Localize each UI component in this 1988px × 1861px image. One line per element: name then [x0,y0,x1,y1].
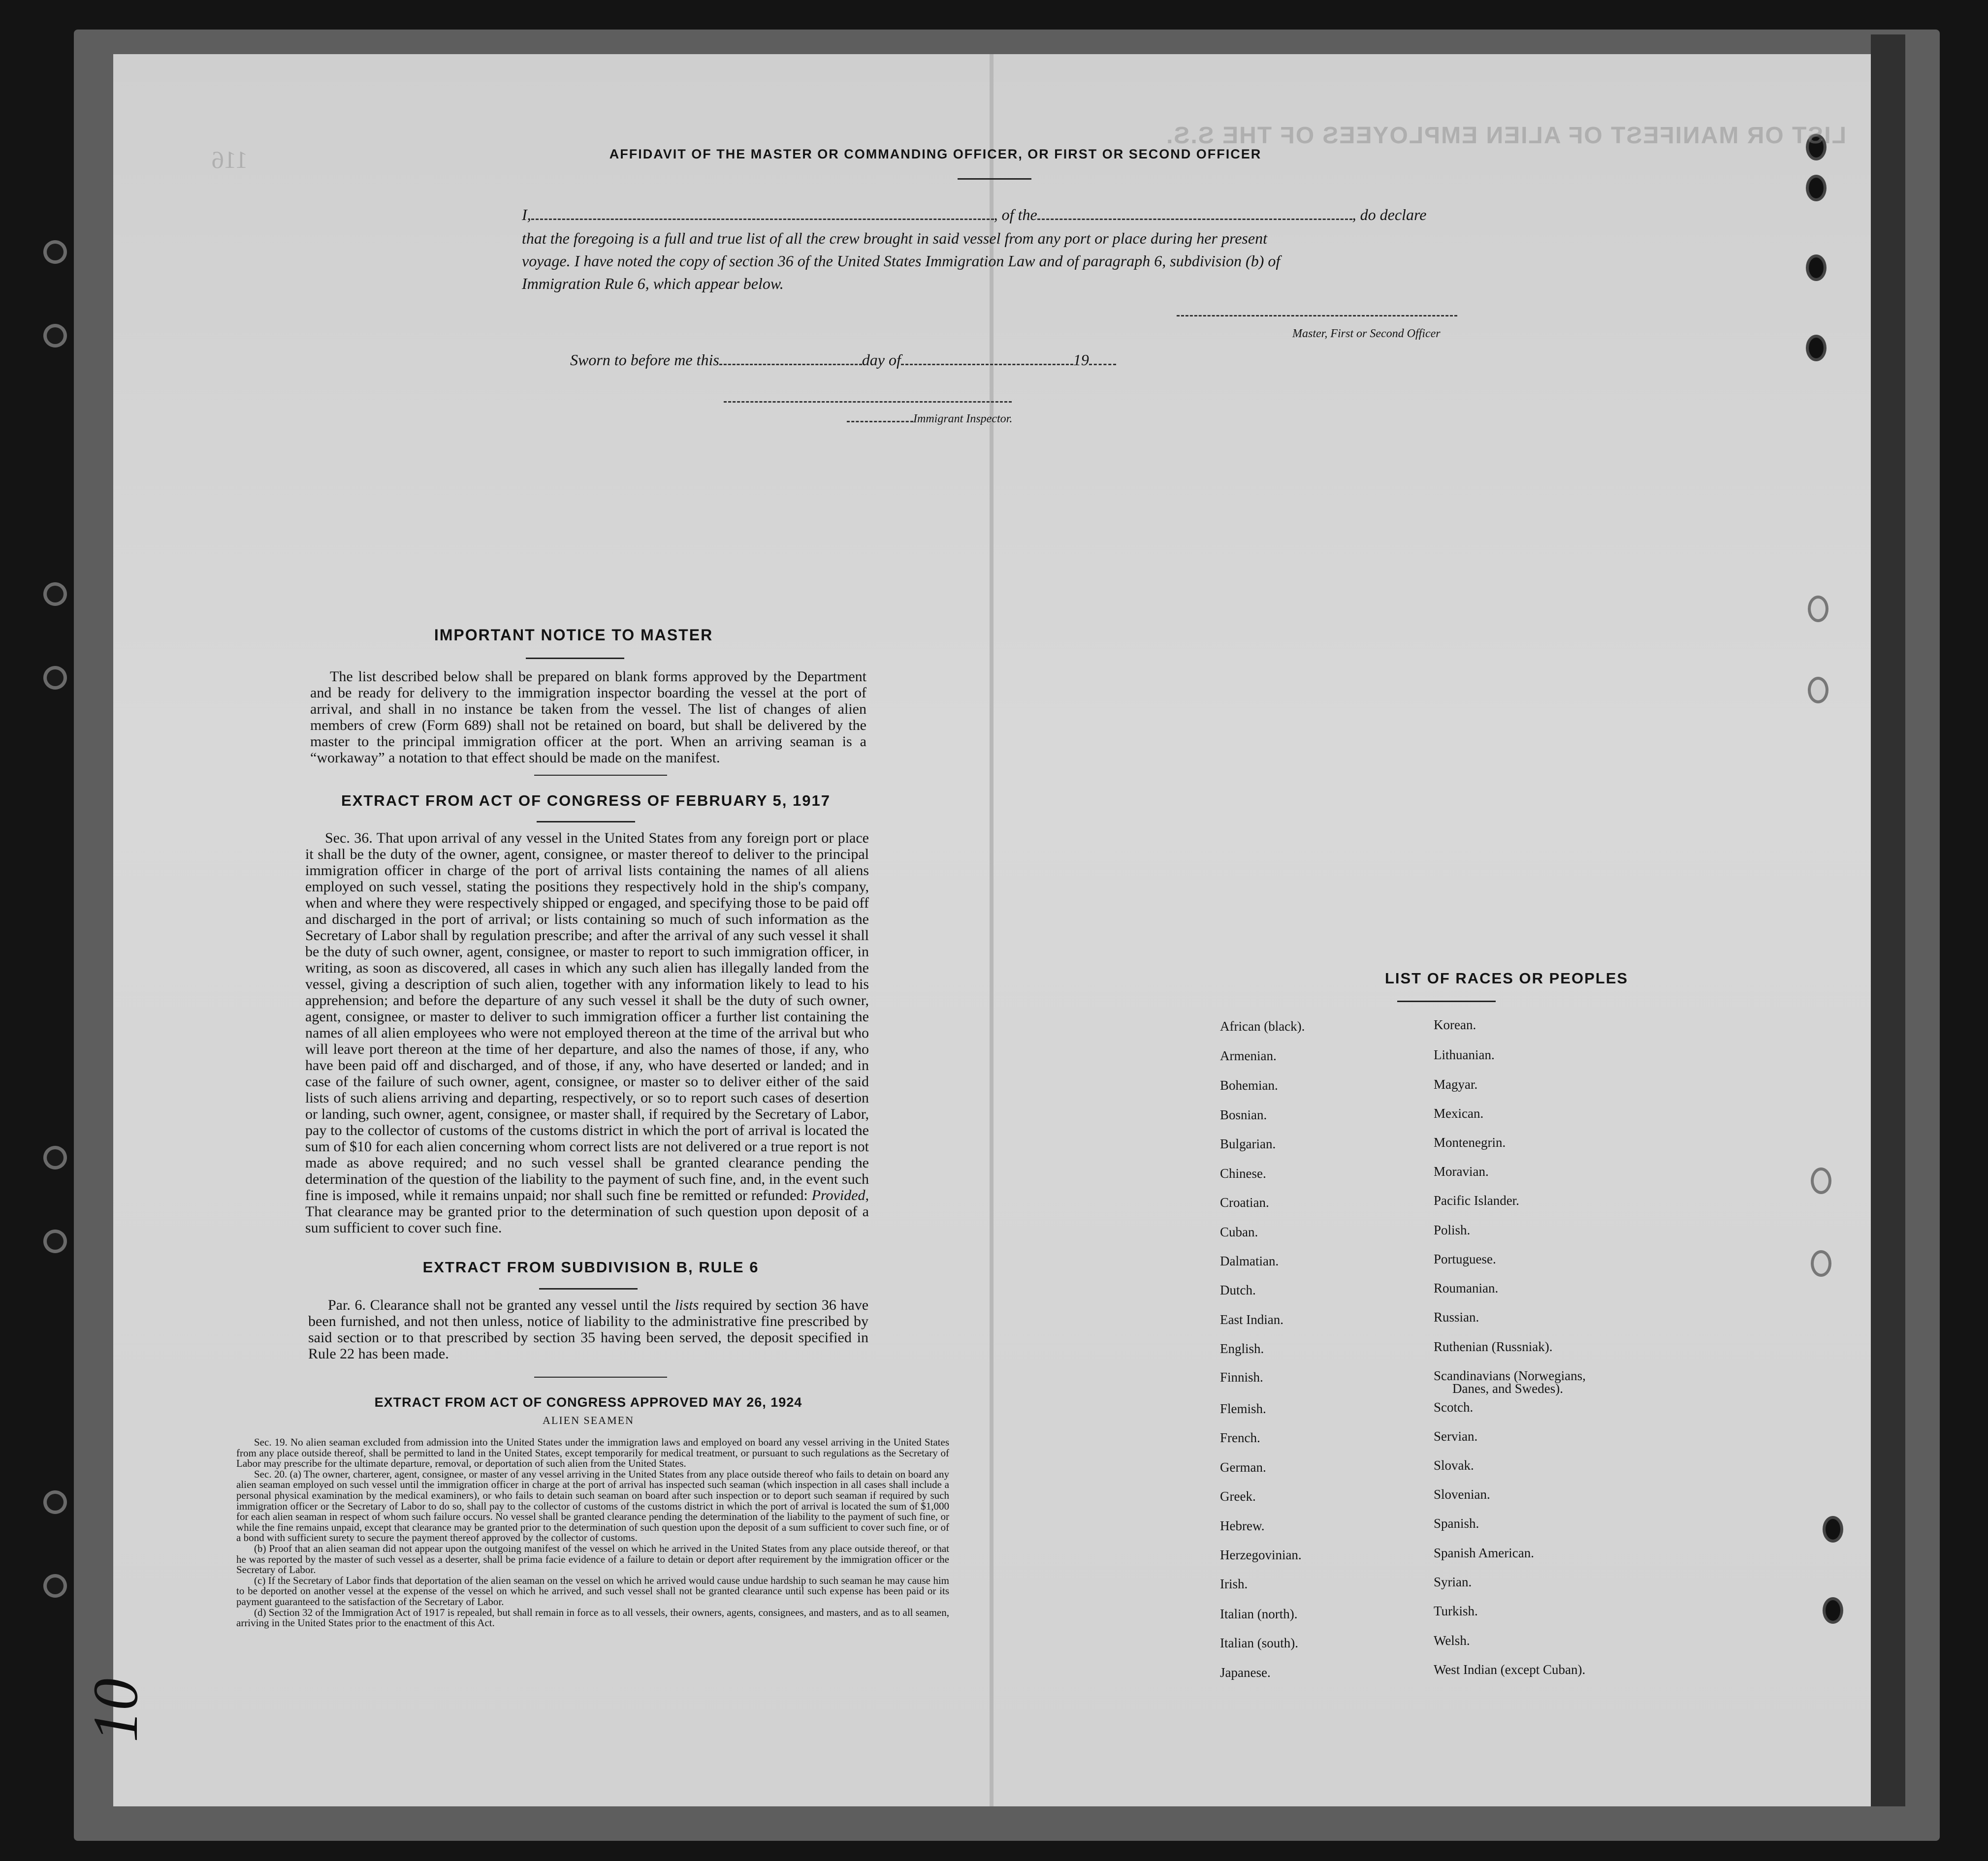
margin-handwriting: 10 [80,1678,151,1742]
affidavit-line3: voyage. I have noted the copy of section 36 of the United States Immigration Law and of paragraph 6, subdivision (b) of [522,252,1281,270]
inspector-line [847,412,1012,426]
divider [958,178,1031,180]
sec36-tail: That clearance may be granted prior to the determination of such question upon deposit of a sum sufficient to cover such fine. [305,1203,869,1236]
binder-hole [47,1494,64,1511]
race-item: Greek. [1220,1489,1256,1504]
race-item: Spanish American. [1434,1546,1534,1560]
center-fold [990,54,994,1806]
divider [537,821,635,822]
race-item: African (black). [1220,1019,1305,1034]
vessel-field[interactable] [1037,219,1352,220]
race-item: Finnish. [1220,1370,1263,1385]
bleed-through-header: LIST OR MANIFEST OF ALIEN EMPLOYEES OF THE S.S. [1165,123,1846,149]
year-label: 19 [1073,351,1089,369]
race-item: Slovak. [1434,1458,1474,1473]
race-item: Italian (south). [1220,1636,1298,1650]
sworn-year-field[interactable] [1089,364,1116,365]
par6-text-a: Clearance shall not be granted any vessel until the [370,1297,671,1313]
affidavit-title: AFFIDAVIT OF THE MASTER OR COMMANDING OFFICER, OR FIRST OR SECOND OFFICER [609,147,1262,161]
sec36-label: Sec. 36. [325,830,373,846]
binding-edge [1871,34,1905,1806]
alien-seamen-subtitle: ALIEN SEAMEN [543,1414,634,1426]
race-item: Herzegovinian. [1220,1547,1302,1562]
race-item: Slovenian. [1434,1487,1490,1502]
binder-hole [1806,175,1827,201]
race-item: German. [1220,1460,1266,1475]
race-item: Montenegrin. [1434,1135,1506,1150]
race-item: Irish. [1220,1577,1248,1591]
divider [1397,1001,1496,1002]
race-item: Servian. [1434,1429,1478,1444]
race-item: West Indian (except Cuban). [1434,1662,1586,1677]
race-item: Turkish. [1434,1604,1478,1618]
sworn-day-field[interactable] [719,364,862,365]
race-item: Pacific Islander. [1434,1193,1519,1208]
act-1924-body [236,1437,949,1629]
affidavit-line1 [522,206,1507,224]
race-item: Scandinavians (Norwegians, [1434,1368,1586,1383]
act-1917-title: EXTRACT FROM ACT OF CONGRESS OF FEBRUARY 5, 1917 [341,792,831,809]
name-field[interactable] [531,219,994,220]
race-item: Armenian. [1220,1048,1277,1063]
race-item: Flemish. [1220,1401,1266,1416]
race-item: Dalmatian. [1220,1254,1279,1268]
divider [539,1288,638,1290]
lists-word: lists [674,1297,699,1313]
par6-label: Par. 6. [328,1297,366,1313]
race-item: Chinese. [1220,1166,1266,1181]
binder-hole [1808,677,1828,703]
notice-title: IMPORTANT NOTICE TO MASTER [434,626,713,644]
sworn-label: Sworn to before me this [570,351,719,369]
race-item: Portuguese. [1434,1252,1496,1266]
race-item: Korean. [1434,1017,1476,1032]
race-item: Croatian. [1220,1195,1269,1210]
races-title: LIST OF RACES OR PEOPLES [1384,970,1629,987]
race-item: Magyar. [1434,1077,1478,1092]
binder-hole [47,669,64,686]
page-number: 116 [212,146,248,173]
provided-word: Provided, [811,1187,869,1203]
master-signature-label: Master, First or Second Officer [1292,327,1441,340]
binder-hole [47,1577,64,1594]
race-item: Ruthenian (Russniak). [1434,1339,1553,1354]
binder-hole [47,244,64,260]
binder-hole [1811,1167,1831,1194]
binder-hole [1806,254,1827,281]
inspector-signature-line[interactable] [724,401,1012,403]
act-1917-body [305,830,869,1236]
race-item: Welsh. [1434,1633,1470,1648]
binder-hole [1823,1516,1843,1543]
binder-hole [47,1149,64,1166]
affidavit-i: I, [522,206,531,223]
act-1924-title: EXTRACT FROM ACT OF CONGRESS APPROVED MAY 26, 1924 [374,1395,802,1410]
par6-text-b: required by section 36 have been furnished, and not then unless, notice of liability to the administrative fine prescribed by said section or to that prescribed by section 35 having been served, the deposit specified in Rule 22 has been made. [308,1297,869,1362]
binder-hole [1806,335,1827,361]
binder-hole [47,1233,64,1250]
affidavit-of-the: , of the [994,206,1037,223]
divider [526,658,624,659]
race-item: English. [1220,1341,1264,1356]
race-item: Bulgarian. [1220,1136,1276,1151]
sworn-line [570,351,1116,369]
race-item: French. [1220,1430,1260,1445]
race-item: Cuban. [1220,1225,1258,1239]
scandinavians-line2: Danes, and Swedes). [1452,1381,1563,1396]
sec36-text: That upon arrival of any vessel in the United States from any foreign port or place it shall be the duty of the owner, agent, consignee, or master thereof to deliver to the principal immigration officer in charge of the port of arrival lists containing the names of all aliens employed on such vessel, stating the positions they respectively hold in the ship's company, when and where they were respectively shipped or engaged, and specifying those to be paid off and discharged in the port of arrival; or lists containing so much of such information as the Secretary of Labor shall by regulation prescribe; and after the arrival of any such vessel it shall be the duty of such owner, agent, consignee, or master to report to such immigration officer, in writing, as soon as discovered, all cases in which any such alien has illegally landed from the vessel, giving a description of such alien, together with any information likely to lead to his apprehension; and before the departure of any such vessel it shall be the duty of such owner, agent, consignee, or master to deliver to such immigration officer a further list containing the names of all alien employees who were not employed thereon at the time of the arrival but who will leave port thereon at the time of her departure, and also the names of those, if any, who have been paid off and discharged, and of those, if any, who have deserted or landed; and in case of the failure of such owner, agent, consignee, or master so to deliver either of the said lists of such aliens arriving and departing, respectively, or so to report such cases of desertion or landing, such owner, agent, consignee, or master shall, if required by the Secretary of Labor, pay to the collector of customs of the customs district in which the port of arrival is located the sum of $10 for each alien concerning whom correct lists are not delivered or a true report is not made as above required; and no such vessel shall be granted clearance pending the determination of the question of the liability to the payment of such fine, and, in the event such fine is imposed, while it remains unpaid; nor shall such fine be remitted or refunded: [305,830,869,1203]
race-item: Roumanian. [1434,1281,1499,1295]
notice-body: The list described below shall be prepared on blank forms approved by the Department and be ready for delivery to the immigration inspector boarding the vessel at the port of arrival, and shall in no instance be taken from the vessel. The list of changes of alien members of crew (Form 689) shall not be retained on board, but shall be delivered by the master to the principal immigration officer at the port. When an arriving seaman is a “workaway” a notation to that effect should be made on the manifest. [310,668,866,766]
race-item: Mexican. [1434,1106,1484,1121]
race-item: Dutch. [1220,1283,1256,1297]
race-item: Lithuanian. [1434,1047,1495,1062]
sec19-text: Sec. 19. No alien seaman excluded from admission into the United States under the immigration laws and employed on board any vessel arriving in the United States from any place outside thereof, shall be permitted to land in the United States, except temporarily for medical treatment, or pursuant to such regulations as the Secretary of Labor may prescribe for the ultimate departure, removal, or deportation of such alien from the United States. [236,1436,949,1470]
binder-hole [1811,1250,1831,1277]
race-item: Italian (north). [1220,1607,1298,1621]
affidavit-do-declare: , do declare [1352,206,1427,223]
sec20c-text: (c) If the Secretary of Labor finds that deportation of the alien seaman on the vessel on which he arrived would cause undue hardship to such seaman he may cause him to be deported on another vessel at the expense of the vessel on which he arrived, and such vessel shall not be granted clearance until such expense has been paid or its payment guaranteed to the satisfaction of the Secretary of Labor. [236,1574,949,1608]
divider [534,1377,667,1378]
race-item: Moravian. [1434,1164,1489,1179]
binder-hole [1823,1597,1843,1624]
inspector-dash [847,421,913,422]
inspector-label: Immigrant Inspector. [913,412,1013,425]
divider [534,775,667,776]
race-item: East Indian. [1220,1312,1283,1327]
race-item: Bohemian. [1220,1078,1278,1093]
master-signature-line[interactable] [1177,315,1457,316]
day-of-label: day of [862,351,901,369]
race-item: Polish. [1434,1223,1471,1237]
race-item: Hebrew. [1220,1518,1265,1533]
subdivision-body [308,1297,868,1362]
race-item: Scotch. [1434,1400,1474,1415]
race-item: Syrian. [1434,1575,1472,1589]
race-item: Bosnian. [1220,1107,1267,1122]
subdivision-title: EXTRACT FROM SUBDIVISION B, RULE 6 [422,1259,759,1276]
binder-hole [47,327,64,344]
sec20d-text: (d) Section 32 of the Immigration Act of 1917 is repealed, but shall remain in force as to all vessels, their owners, agents, consignees, and masters, and as to all seamen, arriving in the United States prior to the enactment of this Act. [236,1606,949,1629]
race-item: Japanese. [1220,1665,1271,1680]
binder-hole [1808,596,1828,622]
sworn-month-field[interactable] [901,364,1073,365]
race-item: Russian. [1434,1310,1479,1325]
binder-hole [47,586,64,602]
affidavit-line4: Immigration Rule 6, which appear below. [522,275,784,292]
affidavit-line2: that the foregoing is a full and true list of all the crew brought in said vessel from any port or place during her present [522,229,1267,247]
sec20a-text: Sec. 20. (a) The owner, charterer, agent, consignee, or master of any vessel arriving in the United States from any place outside thereof who fails to detain on board any alien seaman employed on such vessel until the immigration officer in charge at the port of arrival has inspected such seaman (which inspection in all cases shall include a personal physical examination by the medical examiners), or who fails to detain such seaman on board after such inspection or to deport such seaman if required by such immigration officer or the Secretary of Labor to do so, shall pay to the collector of customs of the customs district in which the port of arrival is located the sum of $1,000 for each alien seaman in respect of whom such failure occurs. No vessel shall be granted clearance pending the determination of the liability to the payment of such fine, or while the fine remains unpaid, except that clearance may be granted prior to the determination of such question upon the deposit of a sum sufficient to cover such fine, or of a bond with sufficient surety to secure the payment thereof approved by the collector of customs. [236,1468,949,1544]
sec20b-text: (b) Proof that an alien seaman did not appear upon the outgoing manifest of the vessel on which he arrived in the United States from any place outside thereof, or that he was reported by the master of such vessel as a deserter, shall be prima facie evidence of a failure to detain or deport after requirement by the immigration officer or the Secretary of Labor. [236,1542,949,1576]
race-item: Spanish. [1434,1516,1479,1531]
